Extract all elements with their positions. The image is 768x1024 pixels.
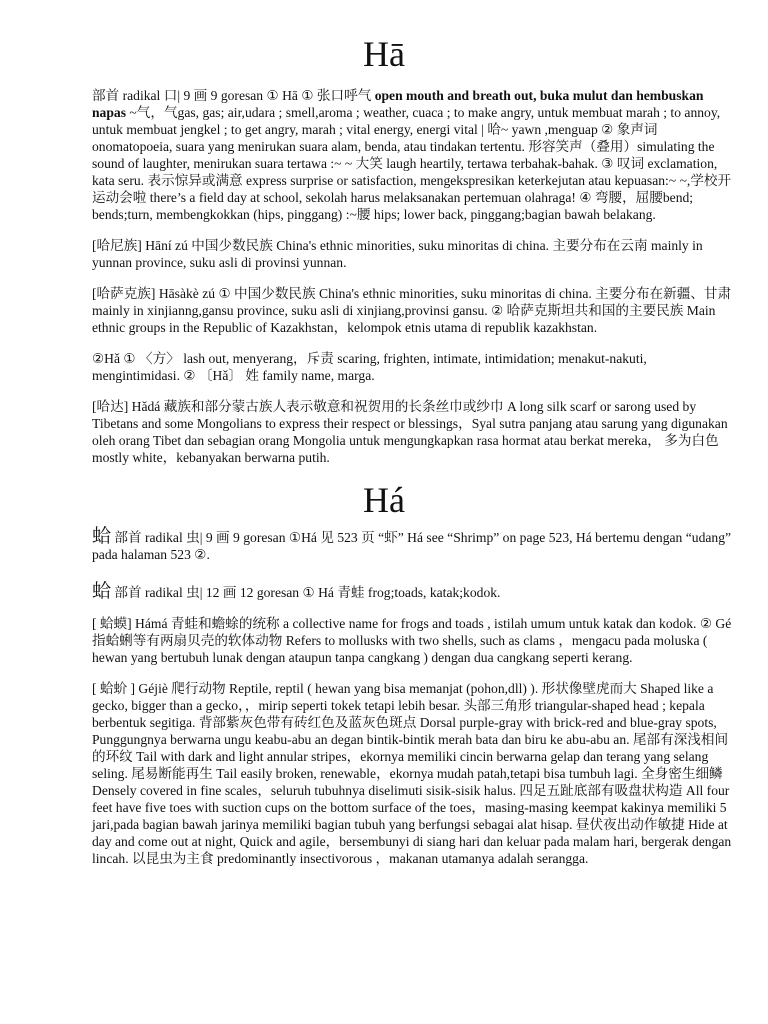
- entry-ha2-frog: [92, 583, 736, 601]
- entry-text: 部首 radikal 口| 9 画 9 goresan ① Hā ① 张口呼气: [92, 88, 375, 103]
- entry-text: 部首 radikal 虫| 12 画 12 goresan ① Há 青蛙 frog;toads, katak;kodok.: [111, 585, 501, 600]
- entry-gejie: [ 蛤蚧 ] Géjiè 爬行动物 Reptile, reptil ( hewan yang bisa memanjat (pohon,dll) ). 形状像壁虎而大 Shaped like a gecko, bigger than a gecko，，mirip seperti tokek tetapi lebih besar. 头部三角形 triangular-shaped head ; kepala berbentuk segitiga. 背部紫灰色带有砖红色及蓝灰色斑点 Dorsal purple-gray with brick-red and blue-gray spots, Punggungnya berwarna ungu keabu-abu an degan bintik-bintik merah bata dan biru ke abu-abu an. 尾部有深浅相间的环纹 Tail with dark and light annular stripes，ekornya memiliki cincin berwarna gelap dan terang yang selang seling. 尾易断能再生 Tail easily broken, renewable，ekornya mudah patah,tetapi bisa tumbuh lagi. 全身密生细鳞 Densely covered in fine scales，seluruh tubuhnya diselimuti sisik-sisik halus. 四足五趾底部有吸盘状构造 All four feet have five toes with suction cups on the bottom surface of the toes，masing-masing keempat kakinya memiliki 5 jari,pada bagian bawah jarinya memiliki bagian tubuh yang berfungsi sebagai alat hisap. 昼伏夜出动作敏捷 Hide at day and come out at night, Quick and agile，bersembunyi di siang hari dan keluar pada malam hari, bergerak dengan lincah. 以昆虫为主食 predominantly insectivorous ，makanan utamanya adalah serangga.: [92, 681, 732, 866]
- entry-hada: [哈达] Hǎdá 藏族和部分蒙古族人表示敬意和祝贺用的长条丝巾或纱巾 A long silk scarf or sarong used by Tibetans and some Mongolians to express their respect or blessings，Syal sutra panjang atau sarung yang digunakan oleh orang Tibet dan sebagian orang Mongolia untuk mengungkapkan rasa hormat atau berkat mereka， 多为白色 mostly white，kebanyakan berwarna putih.: [92, 399, 728, 465]
- headword-char: 蛤: [92, 526, 112, 547]
- section-heading-ha2: Há: [363, 480, 405, 520]
- entry-hasake-zu: [哈萨克族] Hāsàkè zú ① 中国少数民族 China's ethnic minorities, suku minoritas di china. 主要分布在新疆、甘肃 mainly in xinjianng,gansu province, suku asli di xinjiang,provinsi gansu. ② 哈萨克斯坦共和国的主要民族 Main ethnic groups in the Republic of Kazakhstan，kelompok etnis utama di republik kazakhstan.: [92, 286, 732, 335]
- entry-hani-zu: [哈尼族] Hāní zú 中国少数民族 China's ethnic minorities, suku minoritas di china. 主要分布在云南 mainly in yunnan province, suku asli di provinsi yunnan.: [92, 238, 703, 270]
- entry-text: 部首 radikal 虫| 9 画 9 goresan ①Há 见 523 页 “虾” Há see “Shrimp” on page 523, Há bertemu dengan “udang” pada halaman 523 ②.: [92, 530, 732, 562]
- entry-ha2-shrimp: [92, 528, 736, 563]
- entry-text: ~气，气gas, gas; air,udara ; smell,aroma ; weather, cuaca ; to make angry, untuk membuat marah ; to annoy, untuk membuat jengkel ; to get angry, marah ; vital energy, energi vital | 哈~ yawn ,menguap ② 象声词 onomatopoeia, suara yang menirukan suara alam, benda, atau tindakan tertentu. 形容笑声（叠用）simulating the sound of laughter, menirukan suara tertawa :~ ~ 大笑 laugh heartily, tertawa terbahak-bahak. ③ 叹词 exclamation, kata seru. 表示惊异或满意 express surprise or satisfaction, mengekspresikan keterkejutan atau kepuasan:~ ~,学校开运动会啦 there’s a field day at school, sekolah harus melaksanakan pertemuan olahraga! ④ 弯腰，屈腰bend; bends;turn, membengkokkan (hips, pinggang) :~腰 hips; lower back, pinggang;bagian bawah belakang.: [92, 105, 732, 222]
- entry-ha-main: [92, 86, 736, 223]
- headword-char: 蛤: [92, 581, 112, 602]
- section-heading-ha1: Hā: [363, 34, 405, 74]
- entry-bold-definition: open mouth and breath out, buka mulut dan hembuskan napas: [92, 88, 704, 120]
- entry-ha3: ②Hǎ ① 〈方〉 lash out, menyerang，斥责 scaring, frighten, intimate, intimidation; menakut-nakuti, mengintimidasi. ② 〔Hǎ〕 姓 family name, marga.: [92, 351, 647, 383]
- entry-hama: [ 蛤蟆] Hámá 青蛙和蟾蜍的统称 a collective name for frogs and toads , istilah umum untuk katak dan kodok. ② Gé 指蛤蜊等有两扇贝壳的软体动物 Refers to mollusks with two shells, such as clams ，mengacu pada moluska ( hewan yang bertubuh lunak dengan ataupun tanpa cangkang ) dengan dua cangkang seperti kerang.: [92, 616, 732, 665]
